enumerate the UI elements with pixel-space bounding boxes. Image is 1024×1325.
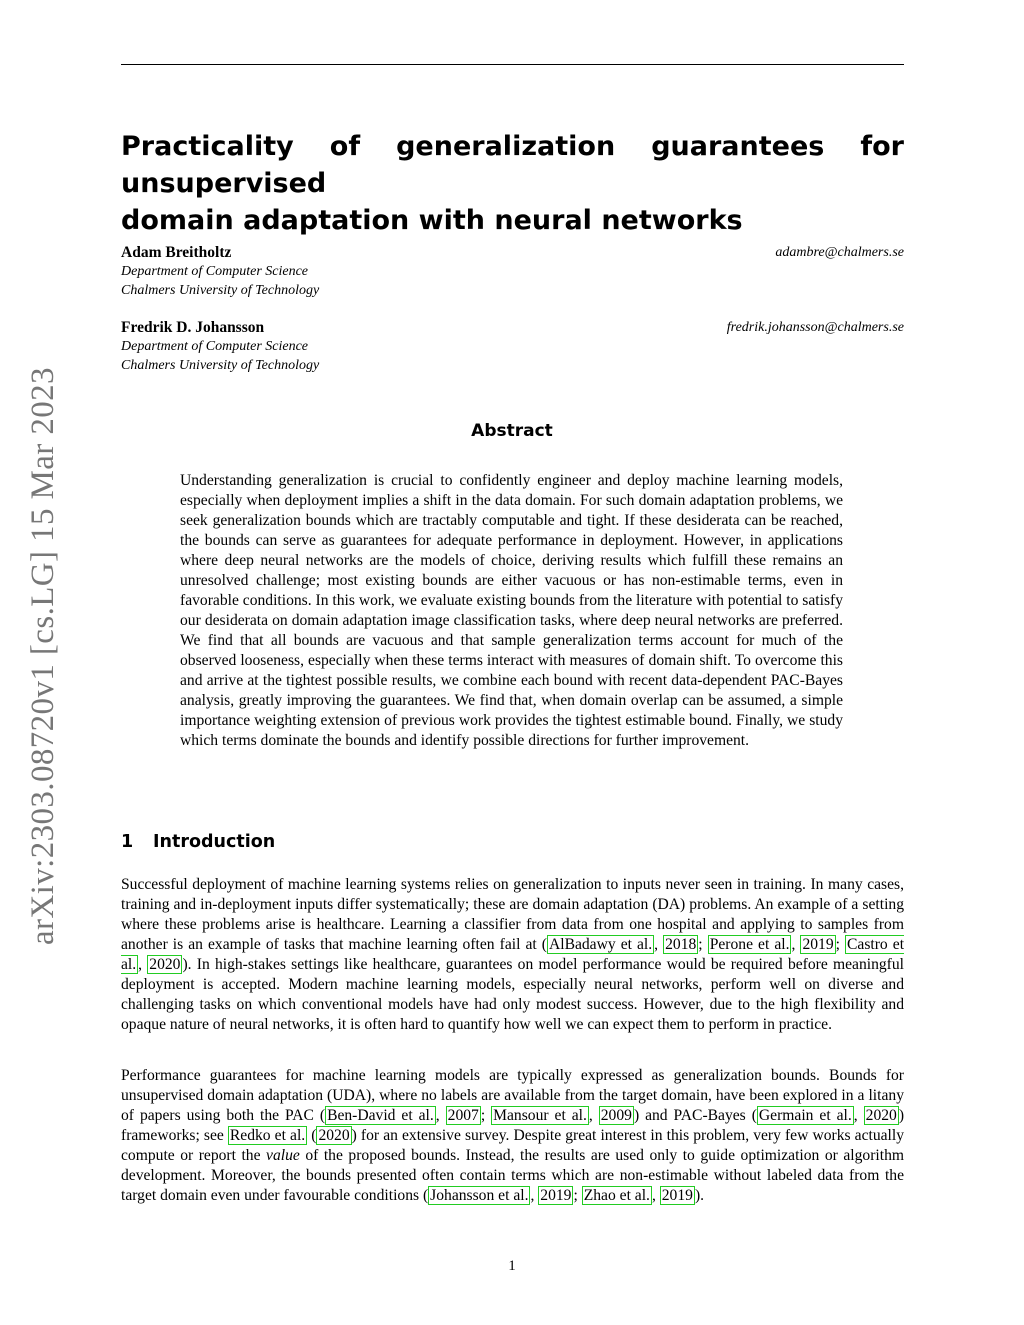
- top-rule: [121, 64, 904, 65]
- section-number: 1: [121, 832, 134, 852]
- citation-year-link[interactable]: 2019: [661, 1187, 693, 1204]
- author-university: Chalmers University of Technology: [121, 283, 320, 298]
- citation-link[interactable]: AlBadawy et al.: [548, 936, 653, 953]
- title-line-2: domain adaptation with neural networks: [121, 205, 743, 236]
- citation-separator: ;: [480, 1107, 492, 1124]
- author-department: Department of Computer Science: [121, 339, 309, 354]
- author-department: Department of Computer Science: [121, 264, 309, 279]
- citation-year-link[interactable]: 2020: [318, 1127, 350, 1144]
- paragraph-text: ). In high-stakes settings like healthcare, guarantees on model performance would be required before meaningful deployment is accepted. Modern machine learning models, especially neural networks, perform well on diverse and challenging tasks on which conventional models have had only modest success. However, due to the high flexibility and opaque nature of neural networks, it is often hard to quantify how well we can expect them to perform in practice.: [121, 956, 904, 1033]
- citation-link[interactable]: Zhao et al.: [583, 1187, 650, 1204]
- citation-year-link[interactable]: 2020: [149, 956, 181, 973]
- author-email[interactable]: adambre@chalmers.se: [775, 245, 904, 260]
- citation-link[interactable]: Mansour et al.: [493, 1107, 587, 1124]
- paragraph-text: ) frameworks; see: [121, 1107, 905, 1144]
- citation-link[interactable]: Ben-David et al.: [327, 1107, 434, 1124]
- intro-paragraph-1: Successful deployment of machine learning systems relies on generalization to inputs never seen in training. In many cases, training and in-deployment inputs differ systematically; these are domain adaptation (DA) problems. An example of a setting where these problems arise is healthcare. Learning a classifier from data from one hospital and applying to samples from another is an example of tasks that machine learning often fail at ( AlBadawy et al. , 2018 ; Perone et al. , 2019 ; Castro et al. , 2020 ). In high-stakes settings like healthcare, guarantees on model performance would be required before meaningful deployment is accepted. Modern machine learning models, especially neural networks, perform well on diverse and challenging tasks on which conventional models have had only modest success. However, due to the high flexibility and opaque nature of neural networks, it is often hard to quantify how well we can expect them to perform in practice.: [121, 876, 905, 1033]
- citation-link[interactable]: Perone et al.: [709, 936, 790, 953]
- arxiv-identifier[interactable]: arXiv:2303.08720v1 [cs.LG] 15 Mar 2023: [25, 367, 61, 945]
- paragraph-text: ).: [694, 1187, 705, 1204]
- paragraph-text: Successful deployment of machine learning systems relies on generalization to inputs never seen in training. In many cases, training and in-deployment inputs differ systematically; these are domain adaptation (DA) problems. An example of a setting where these problems arise is healthcare. Learning a classifier from data from one hospital and applying to samples from another is an example of tasks that machine learning often fail at (: [121, 876, 904, 953]
- citation-link[interactable]: Johansson et al.: [430, 1187, 529, 1204]
- section-title: Introduction: [153, 832, 276, 852]
- author-block-2: [121, 318, 904, 375]
- citation-year-link[interactable]: 2018: [665, 936, 697, 953]
- author-name: Fredrik D. Johansson: [121, 319, 265, 336]
- paper-title: [121, 128, 904, 239]
- citation-separator: ;: [698, 936, 708, 953]
- citation-separator: ;: [573, 1187, 582, 1204]
- author-email[interactable]: fredrik.johansson@chalmers.se: [726, 320, 904, 335]
- abstract-heading: Abstract: [471, 421, 553, 441]
- citation-year-link[interactable]: 2007: [447, 1107, 479, 1124]
- citation-year-link[interactable]: 2019: [540, 1187, 572, 1204]
- abstract-body: Understanding generalization is crucial to confidently engineer and deploy machine learning models, especially when deployment implies a shift in the data domain. For such domain adaptation problems, we seek generalization bounds which are tractably computable and tight. If these desiderata can be reached, the bounds can serve as guarantees for adequate performance in deployment. However, in applications where deep neural networks are the models of choice, deriving results which fulfill these remains an unresolved challenge; most existing bounds are either vacuous or has non-estimable terms, even in favorable conditions. In this work, we evaluate existing bounds from the literature with potential to satisfy our desiderata on domain adaptation image classification tasks, where deep neural networks are preferred. We find that all bounds are vacuous and that sample generalization terms account for much of the observed looseness, especially when these terms interact with measures of domain shift. To overcome this and arrive at the tightest possible results, we combine each bound with recent data-dependent PAC-Bayes analysis, greatly improving the guarantees. We find that, when domain overlap can be assumed, a simple importance weighting extension of previous work provides the tightest estimable bound. Finally, we study which terms dominate the bounds and identify possible directions for further improvement.: [180, 472, 844, 749]
- citation-link[interactable]: Redko et al.: [229, 1127, 306, 1144]
- intro-paragraph-2: Performance guarantees for machine learning models are typically expressed as generalization bounds. Bounds for unsupervised domain adaptation (UDA), where no labels are available from the target domain, have been explored in a litany of papers using both the PAC ( Ben-David et al. , 2007 ; Mansour et al. , 2009 ) and PAC-Bayes ( Germain et al. , 2020 ) frameworks; see Redko et al. ( 2020 ) for an extensive survey. Despite great interest in this problem, very few works actually compute or report the value of the proposed bounds. Instead, the results are used only to guide optimization or algorithm development. Moreover, the bounds presented often contain terms which are non-estimable without labeled data from the target domain even under favourable conditions ( Johansson et al. , 2019 ; Zhao et al. , 2019 ).: [121, 1067, 905, 1204]
- title-line-1: Practicality of generalization guarantees for unsupervised: [121, 131, 904, 199]
- section-heading-introduction: [121, 832, 275, 852]
- author-name: Adam Breitholtz: [121, 244, 232, 261]
- emphasized-word: value: [266, 1147, 300, 1164]
- citation-separator: ;: [835, 936, 846, 953]
- paragraph-text: of the proposed bounds. Instead, the results are used only to guide optimization or algorithm development. Moreover, the bounds presented often contain terms which are non-estimable without labeled data from the target domain even under favourable conditions (: [121, 1147, 905, 1204]
- citation-year-link[interactable]: 2019: [802, 936, 834, 953]
- citation-link[interactable]: Germain et al.: [758, 1107, 852, 1124]
- page-number: 1: [508, 1258, 516, 1274]
- citation-year-link[interactable]: 2009: [600, 1107, 632, 1124]
- paragraph-text: ) and PAC-Bayes (: [633, 1107, 757, 1124]
- author-university: Chalmers University of Technology: [121, 358, 320, 373]
- citation-link[interactable]: Castro et al.: [121, 936, 905, 973]
- author-block-1: [121, 243, 904, 300]
- paragraph-text: for an extensive survey. Despite great interest in this problem, very few works actually compute or report the: [121, 1127, 905, 1164]
- citation-year-link[interactable]: 2020: [865, 1107, 897, 1124]
- paragraph-text: Performance guarantees for machine learning models are typically expressed as generalization bounds. Bounds for unsupervised domain adaptation (UDA), where no labels are available from the target domain, have been explored in a litany of papers using both the PAC (: [121, 1067, 904, 1124]
